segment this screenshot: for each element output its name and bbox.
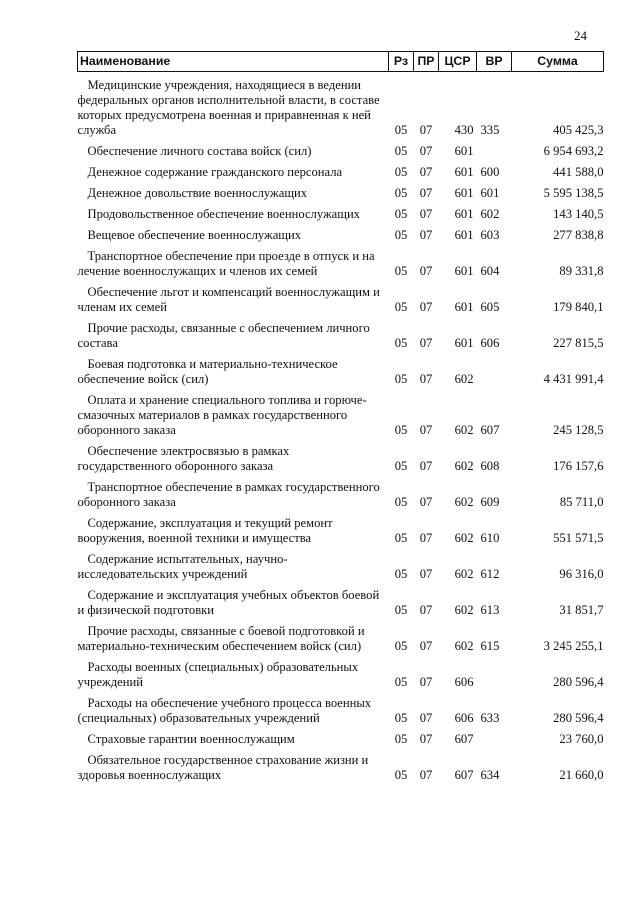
row-rz: 05 [394,186,408,200]
row-rz: 05 [394,459,408,473]
row-vr: 606 [480,336,500,350]
row-pr: 07 [419,603,433,617]
row-vr: 608 [480,459,500,473]
row-name-text: Содержание и эксплуатация учебных объектов боевой и физической подготовки [77,588,380,617]
row-vr [477,138,512,159]
row-csr: 601 [454,300,474,314]
row-name-text: Продовольственное обеспечение военнослужащих [87,207,360,221]
row-csr: 601 [454,336,474,350]
table-row [78,387,604,438]
row-csr: 606 [454,675,474,689]
row-pr: 07 [419,711,433,725]
row-sum: 21 660,0 [559,768,604,782]
row-rz: 05 [394,123,408,137]
table-row [78,618,604,654]
row-name [78,510,389,546]
row-vr: 601 [480,186,500,200]
row-vr: 609 [480,495,500,509]
row-csr: 607 [454,768,474,782]
table-header-row [78,52,604,72]
row-pr: 07 [419,165,433,179]
budget-table [77,51,604,783]
row-pr: 07 [419,186,433,200]
row-sum: 96 316,0 [559,567,604,581]
row-vr [477,654,512,690]
table-row [78,279,604,315]
row-vr: 615 [480,639,500,653]
row-name-text: Содержание, эксплуатация и текущий ремонт вооружения, военной техники и имущества [77,516,333,545]
row-name [78,351,389,387]
header-pr: ПР [414,52,439,72]
row-name [78,279,389,315]
row-csr: 430 [454,123,474,137]
row-name [78,315,389,351]
table-row [78,159,604,180]
row-name [78,690,389,726]
row-csr: 602 [454,603,474,617]
table-row [78,180,604,201]
table-row [78,726,604,747]
row-rz: 05 [394,144,408,158]
table-row [78,243,604,279]
row-pr: 07 [419,459,433,473]
row-sum: 23 760,0 [559,732,604,746]
row-sum: 176 157,6 [553,459,604,473]
table-row [78,222,604,243]
row-pr: 07 [419,123,433,137]
row-pr: 07 [419,264,433,278]
row-vr: 634 [480,768,500,782]
table-row [78,510,604,546]
row-name [78,159,389,180]
table-row [78,474,604,510]
row-sum: 5 595 138,5 [543,186,604,200]
row-rz: 05 [394,165,408,179]
header-csr: ЦСР [439,52,477,72]
row-name [78,387,389,438]
row-csr: 602 [454,459,474,473]
row-rz: 05 [394,531,408,545]
row-pr: 07 [419,207,433,221]
row-sum: 280 596,4 [553,711,604,725]
header-vr: ВР [477,52,512,72]
row-name [78,201,389,222]
table-row [78,72,604,139]
row-csr: 601 [454,207,474,221]
row-pr: 07 [419,300,433,314]
row-pr: 07 [419,675,433,689]
table-row [78,315,604,351]
row-csr: 601 [454,228,474,242]
header-sum: Сумма [512,52,604,72]
row-pr: 07 [419,495,433,509]
row-name [78,438,389,474]
row-csr: 602 [454,372,474,386]
row-pr: 07 [419,531,433,545]
row-rz: 05 [394,423,408,437]
row-csr: 601 [454,186,474,200]
row-sum: 441 588,0 [553,165,604,179]
row-vr: 613 [480,603,500,617]
table-row [78,438,604,474]
row-csr: 601 [454,264,474,278]
row-pr: 07 [419,567,433,581]
row-sum: 4 431 991,4 [543,372,604,386]
row-name-text: Боевая подготовка и материально-техническое обеспечение войск (сил) [77,357,338,386]
row-csr: 606 [454,711,474,725]
row-name-text: Обязательное государственное страхование жизни и здоровья военнослужащих [77,753,369,782]
row-vr: 604 [480,264,500,278]
row-rz: 05 [394,567,408,581]
row-name [78,474,389,510]
table-row [78,654,604,690]
row-rz: 05 [394,207,408,221]
table-row [78,201,604,222]
row-vr: 335 [480,123,500,137]
row-vr: 605 [480,300,500,314]
row-rz: 05 [394,732,408,746]
row-sum: 179 840,1 [553,300,604,314]
row-rz: 05 [394,264,408,278]
row-name [78,618,389,654]
row-pr: 07 [419,144,433,158]
row-sum: 277 838,8 [553,228,604,242]
row-rz: 05 [394,372,408,386]
row-name [78,726,389,747]
row-csr: 602 [454,495,474,509]
row-name-text: Транспортное обеспечение при проезде в отпуск и на лечение военнослужащих и членов их семей [77,249,375,278]
row-name [78,180,389,201]
row-sum: 6 954 693,2 [543,144,604,158]
row-vr: 603 [480,228,500,242]
row-name-text: Вещевое обеспечение военнослужащих [87,228,302,242]
row-rz: 05 [394,675,408,689]
row-rz: 05 [394,711,408,725]
row-csr: 601 [454,165,474,179]
row-sum: 3 245 255,1 [543,639,604,653]
row-csr: 602 [454,531,474,545]
row-name-text: Медицинские учреждения, находящиеся в ведении федеральных органов исполнительной власти, в составе которых предусмотрена военная и приравненная к ней служба [77,78,380,137]
row-rz: 05 [394,639,408,653]
table-row [78,138,604,159]
row-rz: 05 [394,495,408,509]
row-name-text: Расходы на обеспечение учебного процесса военных (специальных) образовательных учреждений [77,696,372,725]
row-vr: 600 [480,165,500,179]
row-vr: 610 [480,531,500,545]
row-rz: 05 [394,228,408,242]
row-name [78,222,389,243]
row-csr: 602 [454,639,474,653]
row-name-text: Денежное содержание гражданского персонала [87,165,343,179]
table-row [78,747,604,783]
row-rz: 05 [394,336,408,350]
row-vr: 612 [480,567,500,581]
row-pr: 07 [419,768,433,782]
row-sum: 89 331,8 [559,264,604,278]
row-name-text: Обеспечение личного состава войск (сил) [87,144,312,158]
row-vr [477,351,512,387]
row-name-text: Расходы военных (специальных) образовательных учреждений [77,660,359,689]
row-name-text: Страховые гарантии военнослужащим [87,732,295,746]
row-vr: 607 [480,423,500,437]
row-pr: 07 [419,732,433,746]
header-rz: Рз [389,52,414,72]
row-sum: 227 815,5 [553,336,604,350]
row-sum: 85 711,0 [559,495,604,509]
row-csr: 601 [454,144,474,158]
row-name-text: Содержание испытательных, научно-исследовательских учреждений [77,552,288,581]
row-pr: 07 [419,423,433,437]
row-sum: 143 140,5 [553,207,604,221]
row-vr: 633 [480,711,500,725]
row-csr: 602 [454,567,474,581]
row-name [78,747,389,783]
row-name-text: Обеспечение льгот и компенсаций военнослужащим и членам их семей [77,285,380,314]
row-rz: 05 [394,300,408,314]
row-name-text: Прочие расходы, связанные с обеспечением личного состава [77,321,370,350]
header-name: Наименование [78,52,389,72]
row-name [78,546,389,582]
row-pr: 07 [419,336,433,350]
row-vr [477,726,512,747]
row-pr: 07 [419,639,433,653]
row-name [78,72,389,139]
page-number: 24 [574,28,587,43]
row-sum: 405 425,3 [553,123,604,137]
row-sum: 280 596,4 [553,675,604,689]
row-sum: 551 571,5 [553,531,604,545]
row-rz: 05 [394,768,408,782]
table-row [78,690,604,726]
table-body [78,72,604,784]
row-name [78,582,389,618]
row-name-text: Прочие расходы, связанные с боевой подготовкой и материально-техническим обеспечением войск (сил) [77,624,365,653]
row-pr: 07 [419,228,433,242]
row-csr: 602 [454,423,474,437]
row-name [78,243,389,279]
row-vr: 602 [480,207,500,221]
table-row [78,582,604,618]
row-csr: 607 [454,732,474,746]
row-name-text: Обеспечение электросвязью в рамках государственного оборонного заказа [77,444,290,473]
table-row [78,351,604,387]
row-pr: 07 [419,372,433,386]
row-name-text: Оплата и хранение специального топлива и горюче-смазочных материалов в рамках государственного оборонного заказа [77,393,367,437]
table-row [78,546,604,582]
row-name-text: Денежное довольствие военнослужащих [87,186,308,200]
row-sum: 31 851,7 [559,603,604,617]
row-name-text: Транспортное обеспечение в рамках государственного оборонного заказа [77,480,380,509]
row-sum: 245 128,5 [553,423,604,437]
row-name [78,654,389,690]
row-name [78,138,389,159]
row-rz: 05 [394,603,408,617]
